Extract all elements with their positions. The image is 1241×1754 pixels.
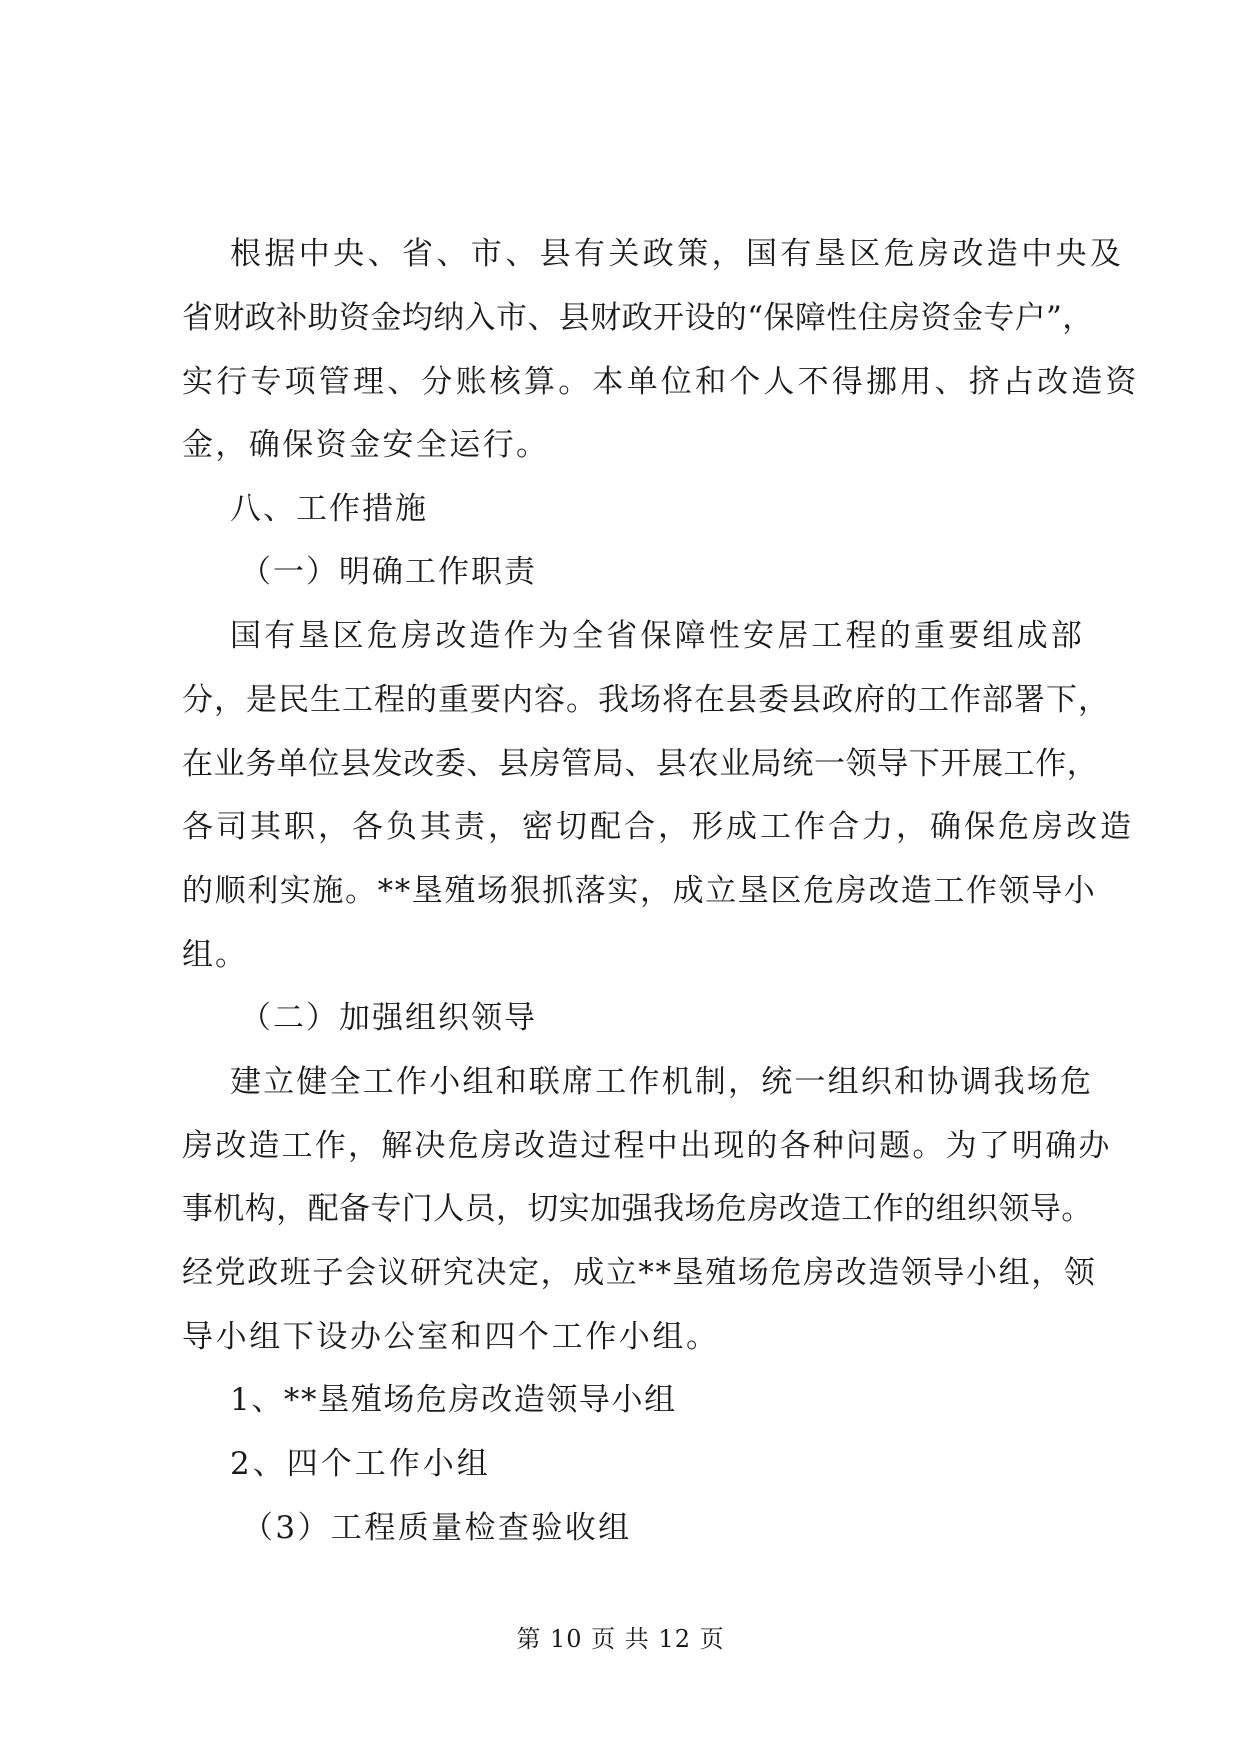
paragraph-line: 各司其职，各负其责，密切配合，形成工作合力，确保危房改造 [182, 809, 1134, 845]
paragraph-line: 经党政班子会议研究决定，成立**垦殖场危房改造领导小组，领 [182, 1255, 1097, 1291]
paragraph-line: 房改造工作，解决危房改造过程中出现的各种问题。为了明确办 [182, 1128, 1112, 1164]
paragraph-line: 事机构，配备专门人员，切实加强我场危房改造工作的组织领导。 [182, 1191, 1093, 1227]
paragraph-line: 国有垦区危房改造作为全省保障性安居工程的重要组成部 [230, 618, 1085, 654]
subsection-heading: （二）加强组织领导 [240, 1000, 537, 1036]
paragraph-line: 分，是民生工程的重要内容。我场将在县委县政府的工作部署下， [182, 682, 1110, 718]
section-heading: 八、工作措施 [230, 491, 428, 527]
subsection-heading: （一）明确工作职责 [240, 554, 537, 590]
paragraph-line: 实行专项管理、分账核算。本单位和个人不得挪用、挤占改造资 [182, 364, 1140, 400]
paragraph-line: 导小组下设办公室和四个工作小组。 [182, 1319, 720, 1355]
paragraph-line: 省财政补助资金均纳入市、县财政开设的“保障性住房资金专户”， [182, 300, 1094, 336]
paragraph-line: 的顺利实施。**垦殖场狠抓落实，成立垦区危房改造工作领导小 [182, 873, 1097, 909]
paragraph-line: 建立健全工作小组和联席工作机制，统一组织和协调我场危 [230, 1064, 1094, 1100]
paragraph-line: 金，确保资金安全运行。 [182, 427, 550, 463]
list-item: 1、**垦殖场危房改造领导小组 [230, 1382, 677, 1418]
list-item: 2、四个工作小组 [230, 1446, 491, 1482]
list-item: （3）工程质量检查验收组 [242, 1510, 632, 1546]
paragraph-line: 根据中央、省、市、县有关政策，国有垦区危房改造中央及 [230, 236, 1125, 272]
paragraph-line: 组。 [182, 937, 248, 973]
page-number-footer: 第 10 页 共 12 页 [516, 1625, 725, 1653]
paragraph-line: 在业务单位县发改委、县房管局、县农业局统一领导下开展工作， [182, 746, 1099, 782]
